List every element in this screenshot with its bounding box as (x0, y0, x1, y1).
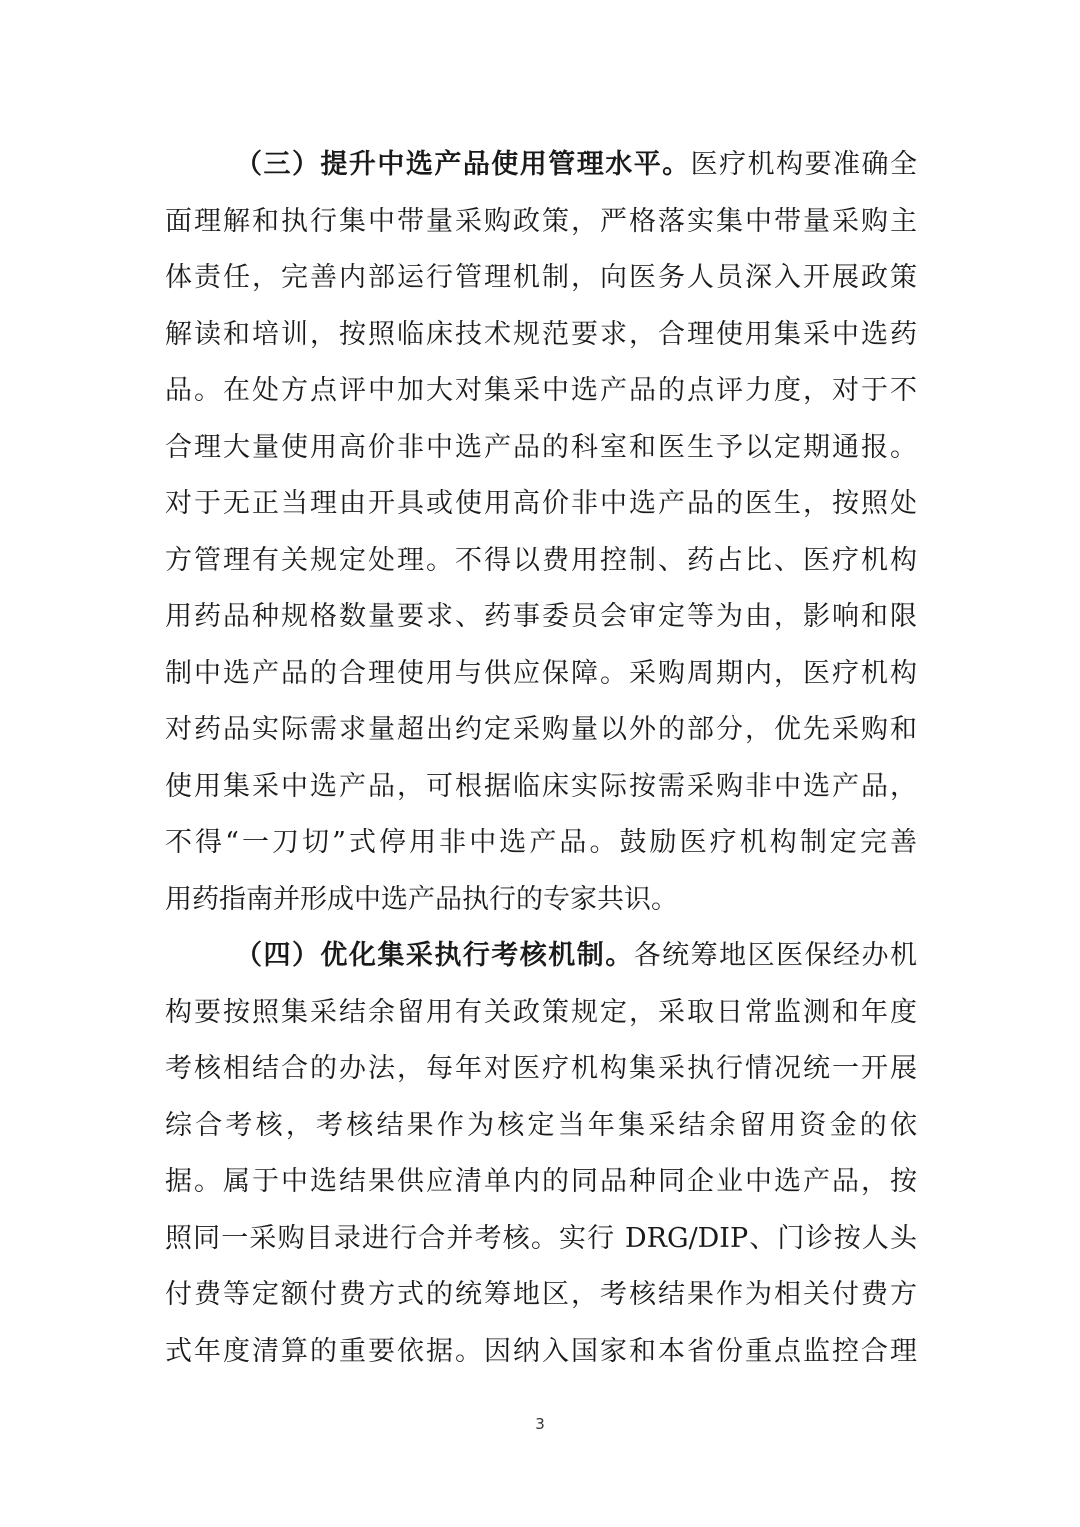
paragraph-line: 使用集采中选产品，可根据临床实际按需采购非中选产品， (165, 770, 917, 802)
paragraph-line: 面理解和执行集中带量采购政策，严格落实集中带量采购主 (165, 205, 917, 237)
paragraph-line: 解读和培训，按照临床技术规范要求，合理使用集采中选药 (165, 318, 917, 350)
paragraph-line: 品。在处方点评中加大对集采中选产品的点评力度，对于不 (165, 375, 917, 406)
paragraph-line: 用药指南并形成中选产品执行的专家共识。 (165, 883, 678, 915)
section-4-first-line-text: 各统筹地区医保经办机 (633, 940, 918, 971)
paragraph-line: 用药品种规格数量要求、药事委员会审定等为由，影响和限 (165, 601, 917, 632)
paragraph-line: 综合考核，考核结果作为核定当年集采结余留用资金的依 (165, 1109, 917, 1141)
paragraph-line: 对药品实际需求量超出约定采购量以外的部分，优先采购和 (165, 714, 917, 745)
paragraph-line: 合理大量使用高价非中选产品的科室和医生予以定期通报。 (165, 431, 917, 463)
page-number: 3 (535, 1415, 545, 1433)
section-3-first-line-text: 医疗机构要准确全 (690, 149, 918, 180)
paragraph-line: 据。属于中选结果供应清单内的同品种同企业中选产品，按 (165, 1166, 917, 1197)
paragraph-line: 制中选产品的合理使用与供应保障。采购周期内，医疗机构 (165, 657, 917, 689)
document-body (165, 137, 917, 1380)
paragraph-line: 对于无正当理由开具或使用高价非中选产品的医生，按照处 (165, 488, 917, 519)
section-3-first-line (165, 137, 917, 194)
paragraph-line: 式年度清算的重要依据。因纳入国家和本省份重点监控合理 (165, 1335, 917, 1367)
paragraph-line: 方管理有关规定处理。不得以费用控制、药占比、医疗机构 (165, 544, 917, 576)
section-4-heading: （四）优化集采执行考核机制。 (235, 940, 634, 971)
paragraph-line: 构要按照集采结余留用有关政策规定，采取日常监测和年度 (165, 996, 917, 1028)
section-4-first-line (165, 928, 917, 985)
paragraph-line: 付费等定额付费方式的统筹地区，考核结果作为相关付费方 (165, 1279, 917, 1310)
paragraph-line: 不得“一刀切”式停用非中选产品。鼓励医疗机构制定完善 (165, 827, 917, 858)
paragraph-line: 照同一采购目录进行合并考核。实行 DRG/DIP、门诊按人头 (165, 1222, 917, 1254)
paragraph-line: 体责任，完善内部运行管理机制，向医务人员深入开展政策 (165, 262, 917, 293)
section-3-heading: （三）提升中选产品使用管理水平。 (235, 149, 691, 180)
paragraph-line: 考核相结合的办法，每年对医疗机构集采执行情况统一开展 (165, 1053, 917, 1084)
